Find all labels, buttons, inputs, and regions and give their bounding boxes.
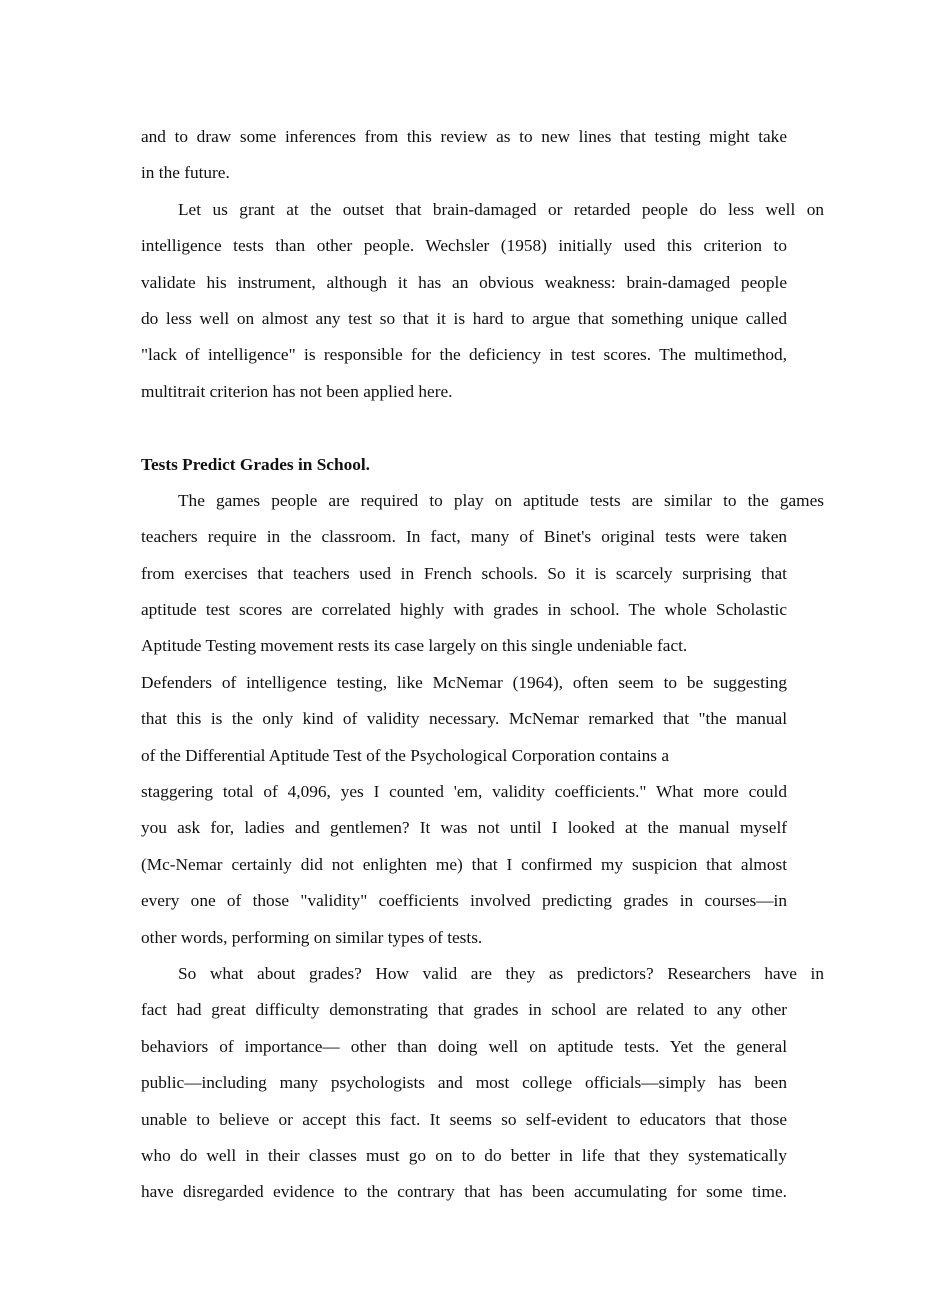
document-page	[141, 119, 824, 1211]
section-gap	[141, 410, 789, 446]
text-line: Defenders of intelligence testing, like McNemar (1964), often seem to be suggesting	[141, 672, 787, 692]
text-line: and to draw some inferences from this review as to new lines that testing might take	[141, 127, 787, 146]
text-line: (Mc-Nemar certainly did not enlighten me) that I confirmed my suspicion that almost	[141, 854, 787, 874]
text-line: "lack of intelligence" is responsible for the deficiency in test scores. The multimethod,	[141, 345, 787, 365]
text-line: other words, performing on similar types of tests.	[141, 927, 483, 947]
text-line: in the future.	[141, 163, 230, 183]
text-line: The games people are required to play on aptitude tests are similar to the games	[178, 490, 824, 510]
text-line: of the Differential Aptitude Test of the Psychological Corporation contains a	[141, 745, 669, 765]
paragraph	[141, 119, 789, 192]
text-line: multitrait criterion has not been applied here.	[141, 381, 453, 401]
text-line: teachers require in the classroom. In fact, many of Binet's original tests were taken	[141, 527, 787, 547]
text-line: public—including many psychologists and most college officials—simply has been	[141, 1073, 787, 1093]
text-line: who do well in their classes must go on to do better in life that they systematically	[141, 1145, 787, 1165]
text-line: unable to believe or accept this fact. It seems so self-evident to educators that those	[141, 1109, 787, 1129]
text-line: you ask for, ladies and gentlemen? It was not until I looked at the manual myself	[141, 818, 787, 838]
text-line: every one of those "validity" coefficients involved predicting grades in courses—in	[141, 891, 787, 911]
text-line: validate his instrument, although it has an obvious weakness: brain-damaged people	[141, 272, 787, 292]
paragraph	[141, 956, 824, 1211]
paragraph	[141, 192, 824, 410]
body-text-after-heading	[141, 483, 824, 1211]
text-line: So what about grades? How valid are they as predictors? Researchers have in	[178, 963, 824, 983]
text-line: Aptitude Testing movement rests its case largely on this single undeniable fact.	[141, 636, 688, 656]
paragraph	[141, 483, 824, 956]
section-heading: Tests Predict Grades in School.	[141, 454, 370, 474]
text-line: from exercises that teachers used in French schools. So it is scarcely surprising that	[141, 563, 787, 583]
text-line: aptitude test scores are correlated highly with grades in school. The whole Scholastic	[141, 600, 787, 620]
text-line: fact had great difficulty demonstrating that grades in school are related to any other	[141, 1000, 787, 1020]
text-line: that this is the only kind of validity necessary. McNemar remarked that "the manual	[141, 709, 787, 729]
body-text-before-heading	[141, 119, 824, 410]
text-line: behaviors of importance— other than doing well on aptitude tests. Yet the general	[141, 1036, 787, 1056]
text-line: staggering total of 4,096, yes I counted 'em, validity coefficients." What more could	[141, 782, 787, 802]
text-line: do less well on almost any test so that it is hard to argue that something unique called	[141, 308, 787, 328]
text-line: have disregarded evidence to the contrary that has been accumulating for some time.	[141, 1182, 787, 1202]
text-line: intelligence tests than other people. Wechsler (1958) initially used this criterion to	[141, 236, 787, 256]
text-line: Let us grant at the outset that brain-damaged or retarded people do less well on	[178, 199, 824, 219]
